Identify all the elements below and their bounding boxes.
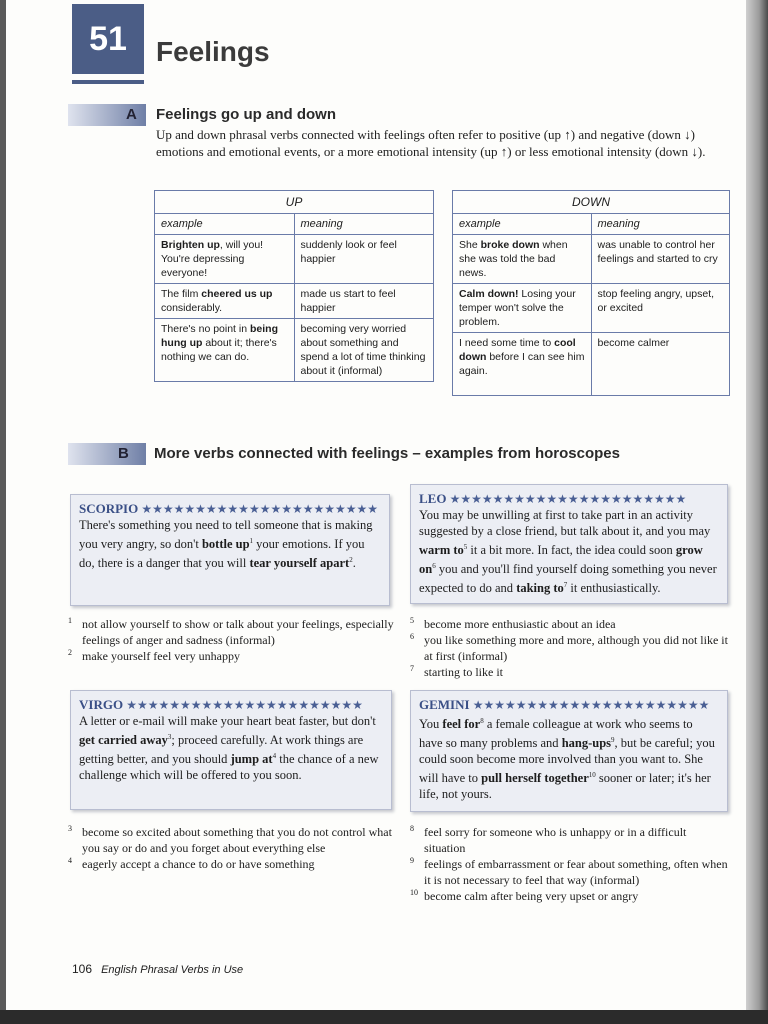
phrasal-verb: cheered us up bbox=[201, 288, 273, 300]
horoscope-scorpio bbox=[70, 494, 390, 606]
footnote-text: become calm after being very upset or angry bbox=[424, 889, 639, 903]
example-text: I need some time to bbox=[459, 337, 555, 349]
table-row bbox=[453, 333, 730, 396]
phrasal-verb: being hung up bbox=[161, 323, 278, 349]
sign-name: SCORPIO bbox=[79, 501, 139, 516]
footnote-item bbox=[410, 616, 730, 632]
page-edge bbox=[746, 0, 768, 1024]
example-text: before I can see him again. bbox=[459, 351, 585, 377]
unit-number: 51 bbox=[89, 19, 127, 58]
footnote-text: become so excited about something that you do not control what you say or do and you forget about everything else bbox=[82, 825, 392, 855]
footnote-text: make yourself feel very unhappy bbox=[82, 649, 240, 663]
example-text: when she was told the bad news. bbox=[459, 239, 568, 279]
unit-number-badge bbox=[72, 4, 144, 74]
phrasal-verb: pull herself together bbox=[481, 771, 589, 786]
sign-name: GEMINI bbox=[419, 697, 470, 712]
phrasal-verb: broke down bbox=[480, 239, 540, 251]
footnote-text: you like something more and more, although you did not like it at first (informal) bbox=[424, 633, 728, 663]
section-a-letter: A bbox=[126, 106, 137, 123]
footnote-number: 9 bbox=[410, 856, 414, 865]
page-number: 106 bbox=[72, 962, 93, 976]
phrasal-verb: feel for bbox=[442, 717, 481, 732]
horoscope-text: the chance of a new challenge which will be offered to you soon. bbox=[79, 752, 379, 783]
phrasal-verb: get carried away bbox=[79, 733, 168, 748]
footnote-item bbox=[68, 856, 394, 872]
up-col-example: example bbox=[155, 214, 295, 235]
section-b-title: More verbs connected with feelings – examples from horoscopes bbox=[154, 445, 620, 462]
phrasal-verb: taking to bbox=[516, 581, 564, 596]
section-a-title: Feelings go up and down bbox=[156, 106, 336, 123]
footnote-number: 8 bbox=[410, 824, 414, 833]
up-col-meaning: meaning bbox=[294, 214, 434, 235]
horoscope-text: sooner or later; it's her life, not yours. bbox=[419, 771, 711, 802]
table-row bbox=[453, 284, 730, 333]
down-col-meaning: meaning bbox=[591, 214, 730, 235]
horoscope-text: a female colleague at work who seems to have so many problems and bbox=[419, 717, 693, 751]
example-text: Losing your temper won't solve the problem. bbox=[459, 288, 576, 328]
footnote-text: not allow yourself to show or talk about your feelings, especially feelings of anger and sadness (informal) bbox=[82, 617, 394, 647]
table-row bbox=[155, 235, 434, 284]
example-text: , will you! You're depressing everyone! bbox=[161, 239, 264, 279]
footnote-number: 6 bbox=[410, 632, 414, 641]
unit-rule bbox=[72, 80, 144, 84]
footnote-ref: 5 bbox=[463, 543, 468, 551]
footnote-number: 5 bbox=[410, 616, 414, 625]
horoscope-text: you and you'll find yourself doing something you never expected to do and bbox=[419, 562, 717, 596]
horoscope-gemini bbox=[410, 690, 728, 812]
footnotes-leo bbox=[410, 616, 730, 680]
stars-decoration: ★★★★★★★★★★★★★★★★★★★★★★ bbox=[449, 492, 687, 506]
footnotes-scorpio bbox=[68, 616, 394, 664]
phrasal-verb: warm to bbox=[419, 543, 464, 558]
footnote-ref: 4 bbox=[272, 752, 277, 761]
example-text: The film bbox=[161, 288, 202, 300]
footnote-ref: 7 bbox=[563, 581, 568, 590]
phrasal-verb: Calm down! bbox=[459, 288, 519, 300]
footnote-item bbox=[410, 856, 730, 888]
footnote-item bbox=[410, 632, 730, 664]
section-b-letter: B bbox=[118, 445, 129, 462]
footnotes-gemini bbox=[410, 824, 730, 904]
phrasal-verb: tear yourself apart bbox=[249, 556, 350, 571]
footnote-item bbox=[68, 824, 394, 856]
footnote-number: 7 bbox=[410, 664, 414, 673]
horoscope-text: You bbox=[419, 717, 443, 732]
footnote-ref: 9 bbox=[611, 736, 615, 745]
footnote-ref: 1 bbox=[249, 537, 254, 545]
table-row bbox=[453, 235, 730, 284]
horoscope-leo bbox=[410, 484, 728, 604]
phrasal-verb: hang-ups bbox=[561, 736, 612, 751]
footnotes-virgo bbox=[68, 824, 394, 872]
example-text: There's no point in bbox=[161, 323, 250, 335]
book-title: English Phrasal Verbs in Use bbox=[101, 964, 244, 976]
table-row bbox=[155, 284, 434, 319]
down-col-example: example bbox=[453, 214, 592, 235]
phrasal-verb: grow on bbox=[419, 543, 703, 577]
phrasal-verb: cool down bbox=[459, 337, 576, 363]
footnote-ref: 2 bbox=[349, 556, 353, 565]
horoscope-text: There's something you need to tell someone that is making you very angry, so don't bbox=[79, 518, 373, 552]
scan-bottom-edge bbox=[0, 1010, 768, 1024]
stars-decoration: ★★★★★★★★★★★★★★★★★★★★★★ bbox=[141, 502, 379, 516]
meaning-text: becoming very worried about something and spend a lot of time thinking about it (informal) bbox=[294, 319, 434, 382]
unit-title: Feelings bbox=[156, 36, 270, 67]
table-row bbox=[155, 319, 434, 382]
down-table bbox=[452, 190, 730, 396]
horoscope-text: it a bit more. In fact, the idea could soon bbox=[467, 543, 676, 558]
footnote-number: 10 bbox=[410, 888, 418, 897]
example-text: about it; there's nothing we can do. bbox=[161, 337, 277, 363]
stars-decoration: ★★★★★★★★★★★★★★★★★★★★★★ bbox=[126, 698, 363, 712]
book-page bbox=[6, 0, 746, 1010]
footnote-item bbox=[68, 616, 394, 648]
horoscope-text: your emotions. If you do, there is a danger that you will bbox=[79, 537, 365, 571]
meaning-text: was unable to control her feelings and started to cry bbox=[591, 235, 730, 284]
phrasal-verb: jump at bbox=[230, 752, 273, 767]
footnote-text: eagerly accept a chance to do or have something bbox=[82, 857, 315, 871]
meaning-text: made us start to feel happier bbox=[294, 284, 434, 319]
footnote-text: starting to like it bbox=[424, 665, 503, 679]
horoscope-text: . bbox=[352, 556, 356, 571]
meaning-text: become calmer bbox=[591, 333, 730, 396]
up-table-title: UP bbox=[155, 191, 434, 214]
phrasal-verb: Brighten up bbox=[161, 239, 220, 251]
footnote-ref: 8 bbox=[480, 717, 484, 725]
sign-name: LEO bbox=[419, 491, 447, 506]
footnote-text: feel sorry for someone who is unhappy or in a difficult situation bbox=[424, 825, 687, 855]
horoscope-text: ; proceed carefully. At work things are getting better, and you should bbox=[79, 733, 364, 767]
example-text: considerably. bbox=[161, 302, 223, 314]
footnote-item bbox=[410, 888, 730, 904]
horoscope-text: , but be careful; you could soon become more involved than you want to. She will have to bbox=[419, 736, 715, 786]
phrasal-verb: bottle up bbox=[201, 537, 250, 552]
section-a-intro: Up and down phrasal verbs connected with feelings often refer to positive (up ↑) and negative (down ↓) emotions and emotional events, or a more emotional intensity (up ↑) or less emotional intensity (down ↓). bbox=[156, 127, 706, 159]
footnote-number: 3 bbox=[68, 824, 72, 833]
horoscope-text: You may be unwilling at first to take part in an activity suggested by a close friend, but talk about it, and you may bbox=[419, 508, 711, 538]
down-table-title: DOWN bbox=[453, 191, 730, 214]
footnote-ref: 10 bbox=[588, 771, 596, 780]
footnote-ref: 3 bbox=[167, 733, 172, 741]
stars-decoration: ★★★★★★★★★★★★★★★★★★★★★★ bbox=[472, 698, 710, 712]
page-footer bbox=[72, 962, 243, 976]
footnote-number: 1 bbox=[68, 616, 72, 625]
example-text: She bbox=[459, 239, 481, 251]
horoscope-text: it enthusiastically. bbox=[567, 581, 661, 596]
up-table bbox=[154, 190, 434, 382]
footnote-item bbox=[410, 664, 730, 680]
horoscope-virgo bbox=[70, 690, 392, 810]
footnote-text: become more enthusiastic about an idea bbox=[424, 617, 616, 631]
footnote-item bbox=[410, 824, 730, 856]
meaning-text: stop feeling angry, upset, or excited bbox=[591, 284, 730, 333]
footnote-number: 2 bbox=[68, 648, 72, 657]
footnote-ref: 6 bbox=[432, 562, 436, 571]
sign-name: VIRGO bbox=[79, 697, 124, 712]
meaning-text: suddenly look or feel happier bbox=[294, 235, 434, 284]
footnote-number: 4 bbox=[68, 856, 72, 865]
footnote-item bbox=[68, 648, 394, 664]
footnote-text: feelings of embarrassment or fear about something, often when it is not necessary to feel that way (informal) bbox=[424, 857, 728, 887]
section-b-bar bbox=[68, 443, 146, 465]
horoscope-text: A letter or e-mail will make your heart beat faster, but don't bbox=[79, 714, 376, 728]
